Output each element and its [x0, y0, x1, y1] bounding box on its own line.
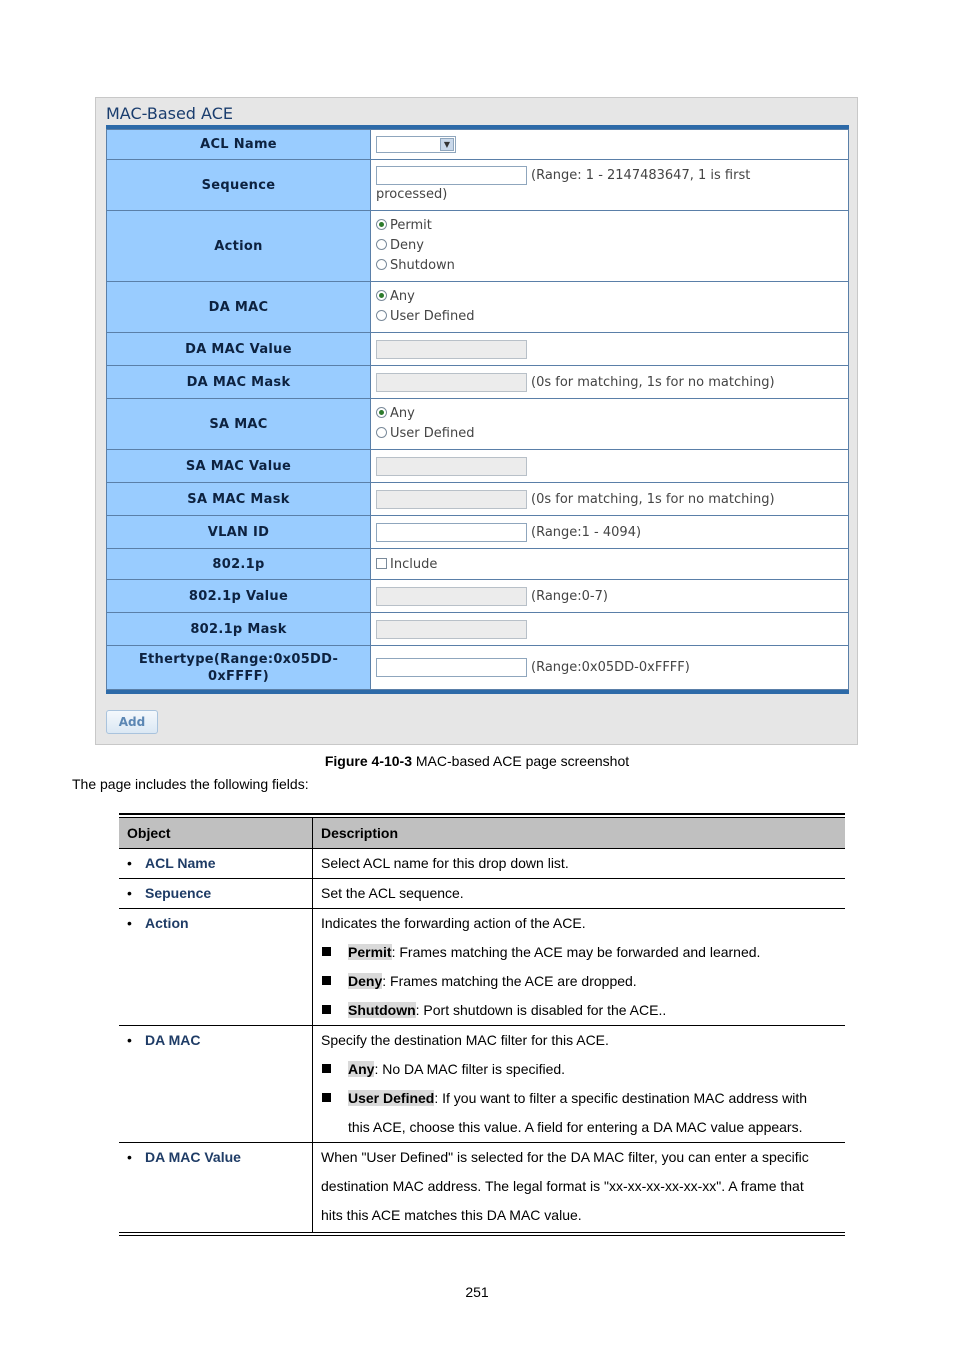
bullet-icon: • — [127, 1032, 132, 1048]
table-top-rule — [119, 813, 845, 815]
description-bullet: Shutdown: Port shutdown is disabled for the ACE.. — [321, 996, 837, 1025]
row-8021p — [107, 549, 849, 580]
row-vlan-id — [107, 516, 849, 549]
radio-icon[interactable] — [376, 259, 387, 270]
square-bullet-icon — [322, 1093, 331, 1102]
row-da-mac-mask — [107, 366, 849, 399]
include-checkbox[interactable] — [376, 558, 387, 569]
da-mac-label: DA MAC — [107, 282, 371, 333]
bullet-icon: • — [127, 915, 132, 931]
description-text: When "User Defined" is selected for the DA MAC filter, you can enter a specific — [321, 1149, 809, 1165]
bullet-icon: • — [127, 855, 132, 871]
radio-icon[interactable] — [376, 427, 387, 438]
ethertype-label: Ethertype(Range:0x05DD- 0xFFFF) — [107, 646, 371, 690]
da-mac-value-label: DA MAC Value — [107, 333, 371, 366]
table-bottom-rule — [119, 1235, 845, 1236]
vlan-id-label: VLAN ID — [107, 516, 371, 549]
ethertype-hint: (Range:0x05DD-0xFFFF) — [531, 660, 690, 675]
bullet-icon: • — [127, 885, 132, 901]
add-button[interactable]: Add — [106, 710, 158, 734]
da-mac-user-defined-option[interactable]: User Defined — [376, 307, 848, 327]
sa-mac-label: SA MAC — [107, 399, 371, 450]
radio-checked-icon[interactable] — [376, 407, 387, 418]
action-deny-option[interactable]: Deny — [376, 236, 848, 256]
description-text: Set the ACL sequence. — [321, 885, 464, 901]
8021p-value-label: 802.1p Value — [107, 580, 371, 613]
form-bottom-bar — [106, 690, 849, 694]
ace-form — [106, 125, 849, 694]
da-mac-mask-hint: (0s for matching, 1s for no matching) — [531, 374, 775, 390]
da-mac-mask-input[interactable] — [376, 373, 527, 392]
vlan-id-input[interactable] — [376, 523, 527, 542]
radio-checked-icon[interactable] — [376, 219, 387, 230]
sa-mac-user-defined-option[interactable]: User Defined — [376, 424, 848, 444]
figure-caption: Figure 4-10-3 MAC-based ACE page screenshot — [324, 753, 630, 769]
fields-table — [119, 817, 845, 1233]
row-acl-name — [107, 130, 849, 160]
object-name: ACL Name — [145, 855, 216, 871]
ace-form-table — [106, 129, 849, 690]
square-bullet-icon — [322, 1005, 331, 1014]
object-name: DA MAC — [145, 1032, 201, 1048]
page-number: 251 — [465, 1284, 489, 1300]
da-mac-any-option[interactable]: Any — [376, 287, 848, 307]
chevron-down-icon: ▼ — [440, 138, 454, 151]
row-8021p-mask — [107, 613, 849, 646]
sequence-input[interactable] — [376, 166, 527, 185]
8021p-mask-input[interactable] — [376, 620, 527, 639]
sa-mac-mask-hint: (0s for matching, 1s for no matching) — [531, 491, 775, 507]
8021p-label: 802.1p — [107, 549, 371, 580]
square-bullet-icon — [322, 1064, 331, 1073]
acl-name-label: ACL Name — [107, 130, 371, 160]
square-bullet-icon — [322, 947, 331, 956]
object-name: DA MAC Value — [145, 1149, 241, 1165]
row-8021p-value — [107, 580, 849, 613]
include-label: Include — [390, 556, 438, 572]
radio-checked-icon[interactable] — [376, 290, 387, 301]
row-sa-mac — [107, 399, 849, 450]
description-bullet: User Defined: If you want to filter a specific destination MAC address with this ACE, choose this value. A field for entering a DA MAC value appears. — [321, 1084, 837, 1142]
radio-icon[interactable] — [376, 310, 387, 321]
row-ethertype — [107, 646, 849, 690]
da-mac-mask-label: DA MAC Mask — [107, 366, 371, 399]
8021p-mask-label: 802.1p Mask — [107, 613, 371, 646]
intro-text: The page includes the following fields: — [72, 776, 309, 792]
action-label: Action — [107, 211, 371, 282]
table-row — [119, 849, 845, 879]
sequence-label: Sequence — [107, 160, 371, 211]
header-object: Object — [119, 818, 313, 849]
8021p-value-input[interactable] — [376, 587, 527, 606]
row-sa-mac-mask — [107, 483, 849, 516]
row-da-mac — [107, 282, 849, 333]
description-bullet: Deny: Frames matching the ACE are dropped. — [321, 967, 837, 996]
description-bullet: Any: No DA MAC filter is specified. — [321, 1055, 837, 1084]
square-bullet-icon — [322, 976, 331, 985]
table-header-row — [119, 818, 845, 849]
table-row — [119, 1143, 845, 1233]
acl-name-select[interactable] — [376, 136, 456, 153]
description-text: hits this ACE matches this DA MAC value. — [321, 1207, 582, 1223]
table-row — [119, 1026, 845, 1143]
da-mac-value-input[interactable] — [376, 340, 527, 359]
row-sa-mac-value — [107, 450, 849, 483]
sequence-hint: (Range: 1 - 2147483647, 1 is first — [531, 168, 751, 183]
ethertype-input[interactable] — [376, 658, 527, 677]
vlan-id-hint: (Range:1 - 4094) — [531, 524, 642, 540]
fields-description-table — [119, 813, 845, 1236]
object-name: Sepuence — [145, 885, 212, 901]
action-shutdown-option[interactable]: Shutdown — [376, 256, 848, 276]
sa-mac-mask-label: SA MAC Mask — [107, 483, 371, 516]
table-row — [119, 879, 845, 909]
description-text: Select ACL name for this drop down list. — [321, 855, 569, 871]
sa-mac-value-label: SA MAC Value — [107, 450, 371, 483]
description-text: destination MAC address. The legal format is "xx-xx-xx-xx-xx-xx". A frame that — [321, 1178, 804, 1194]
8021p-value-hint: (Range:0-7) — [531, 588, 608, 604]
panel-title: MAC-Based ACE — [106, 104, 233, 123]
header-description: Description — [313, 818, 846, 849]
row-da-mac-value — [107, 333, 849, 366]
sa-mac-mask-input[interactable] — [376, 490, 527, 509]
mac-based-ace-panel — [95, 97, 858, 745]
row-sequence — [107, 160, 849, 211]
description-bullet: Permit: Frames matching the ACE may be forwarded and learned. — [321, 938, 837, 967]
sa-mac-value-input[interactable] — [376, 457, 527, 476]
description-text: Indicates the forwarding action of the ACE. — [321, 915, 586, 931]
row-action — [107, 211, 849, 282]
sequence-hint-cont: processed) — [376, 187, 448, 202]
sa-mac-any-option[interactable]: Any — [376, 404, 848, 424]
action-permit-option[interactable]: Permit — [376, 216, 848, 236]
description-text: Specify the destination MAC filter for this ACE. — [321, 1032, 609, 1048]
radio-icon[interactable] — [376, 239, 387, 250]
bullet-icon: • — [127, 1149, 132, 1165]
object-name: Action — [145, 915, 189, 931]
table-row — [119, 909, 845, 1026]
